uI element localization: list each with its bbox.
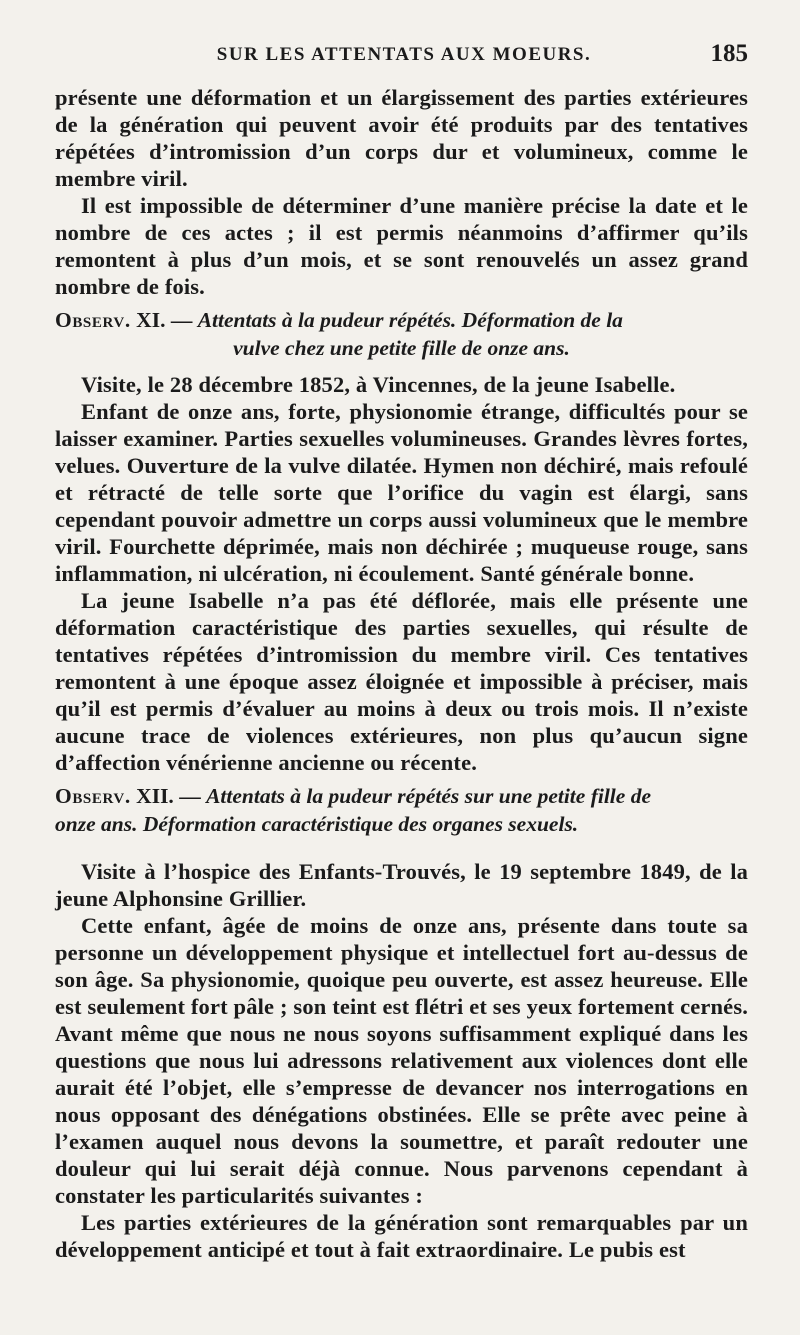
observation-label: Observ.	[55, 308, 131, 332]
paragraph-conclusion: La jeune Isabelle n’a pas été déflorée, mais elle présente une déformation caractéristique des parties sexuelles, qui résulte de tentatives répétées d’intromission du membre viril. Ces tentatives remontent à une époque assez éloignée et impossible à préciser, mais qu’il est permis d’évaluer au moins à deux ou trois mois. Il n’existe aucune trace de violences extérieures, non plus qu’aucun signe d’affection vénérienne ancienne ou récente.	[55, 588, 748, 775]
observation-xii-heading	[55, 782, 748, 838]
paragraph-description: Cette enfant, âgée de moins de onze ans, présente dans toute sa personne un développement physique et intellectuel fort au-dessus de son âge. Sa physionomie, quoique peu ouverte, est assez heureuse. Elle est seulement fort pâle ; son teint est flétri et ses yeux fortement cernés. Avant même que nous ne nous soyons suffisamment expliqué dans les questions que nous lui adressons relativement aux violences dont elle aurait été l’objet, elle s’empresse de devancer nos interrogations en nous opposant des dénégations obstinées. Elle se prête avec peine à l’examen auquel nous devons la soumettre, et paraît redouter une douleur qui lui serait déjà connue. Nous parvenons cependant à constater les particularités suivantes :	[55, 913, 748, 1208]
observation-xi-heading	[55, 306, 748, 362]
page-body	[55, 84, 748, 1263]
observation-label: Observ.	[55, 784, 131, 808]
paragraph-continuation: présente une déformation et un élargissement des parties extérieures de la génération qui peuvent avoir été produits par des tentatives répétées d’intromission d’un corps dur et volumineux, comme le membre viril.	[55, 85, 748, 191]
observation-number: XI.	[136, 308, 166, 332]
observation-title-line1: Attentats à la pudeur répétés. Déformation de la	[197, 308, 623, 332]
page-number: 185	[710, 40, 748, 67]
observation-number: XII.	[136, 784, 174, 808]
page-header	[60, 40, 748, 80]
paragraph-visit: Visite à l’hospice des Enfants-Trouvés, le 19 septembre 1849, de la jeune Alphonsine Grillier.	[55, 859, 748, 911]
paragraph-exam: Enfant de onze ans, forte, physionomie étrange, difficultés pour se laisser examiner. Parties sexuelles volumineuses. Grandes lèvres fortes, velues. Ouverture de la vulve dilatée. Hymen non déchiré, mais refoulé et rétracté de telle sorte que l’orifice du vagin est élargi, sans cependant pouvoir admettre un corps aussi volumineux que le membre viril. Fourchette déprimée, mais non déchirée ; muqueuse rouge, sans inflammation, ni ulcération, ni écoulement. Santé générale bonne.	[55, 399, 748, 586]
paragraph-conclusion: Il est impossible de déterminer d’une manière précise la date et le nombre de ces actes ; il est permis néanmoins d’affirmer qu’ils remontent à plus d’un mois, et se sont renouvelés un assez grand nombre de fois.	[55, 193, 748, 299]
paragraph-visit: Visite, le 28 décembre 1852, à Vincennes, de la jeune Isabelle.	[81, 372, 676, 397]
observation-title-line2: onze ans. Déformation caractéristique des organes sexuels.	[55, 812, 579, 836]
running-title: SUR LES ATTENTATS AUX MOEURS.	[216, 44, 592, 65]
observation-dash: —	[170, 308, 193, 332]
observation-dash: —	[179, 784, 201, 808]
observation-title-line1: Attentats à la pudeur répétés sur une petite fille de	[206, 784, 651, 808]
observation-title-line2: vulve chez une petite fille de onze ans.	[233, 336, 570, 360]
paragraph-findings: Les parties extérieures de la génération sont remarquables par un développement anticipé et tout à fait extraordinaire. Le pubis est	[55, 1210, 748, 1262]
